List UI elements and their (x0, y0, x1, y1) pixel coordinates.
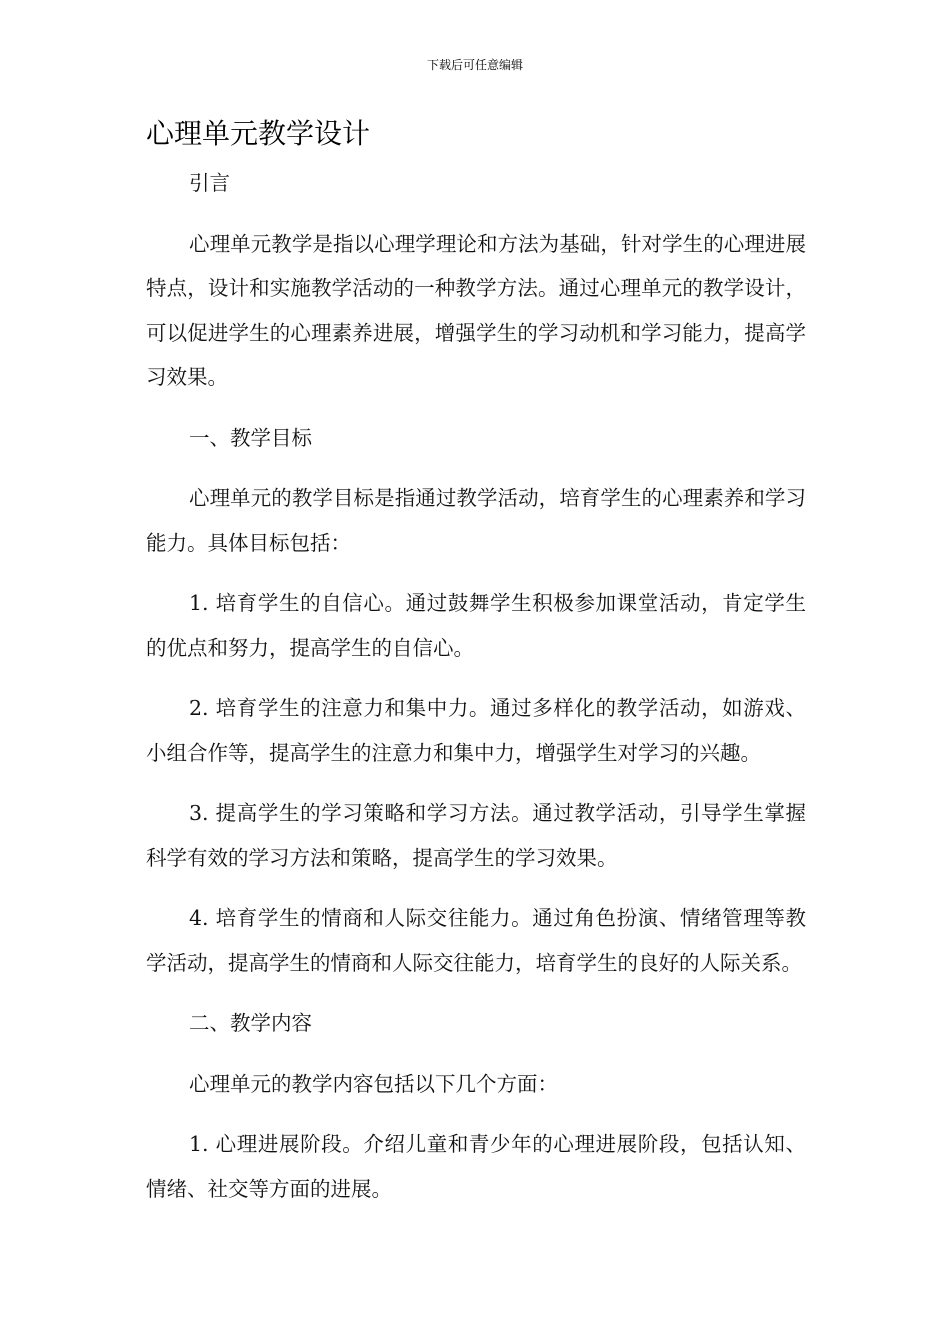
content-intro-paragraph: 心理单元的教学内容包括以下几个方面： (189, 1071, 558, 1096)
goal-item-2: 2. 培育学生的注意力和集中力。通过多样化的教学活动，如游戏、小组合作等，提高学生的注意力和集中力，增强学生对学习的兴趣。 (146, 696, 806, 765)
goal-item-4: 4. 培育学生的情商和人际交往能力。通过角色扮演、情绪管理等教学活动，提高学生的情商和人际交往能力，培育学生的良好的人际关系。 (146, 906, 806, 975)
intro-heading: 引言 (189, 171, 230, 195)
content-heading: 二、教学内容 (189, 1011, 312, 1035)
goals-heading: 一、教学目标 (189, 425, 312, 450)
goal-item-1: 1. 培育学生的自信心。通过鼓舞学生积极参加课堂活动，肯定学生的优点和努力，提高学生的自信心。 (146, 591, 806, 660)
document-body (146, 161, 806, 1227)
content-item-1: 1. 心理进展阶段。介绍儿童和青少年的心理进展阶段，包括认知、情绪、社交等方面的进展。 (146, 1132, 806, 1201)
header-note: 下载后可任意编辑 (426, 58, 523, 72)
intro-paragraph: 心理单元教学是指以心理学理论和方法为基础，针对学生的心理进展特点，设计和实施教学活动的一种教学方法。通过心理单元的教学设计，可以促进学生的心理素养进展，增强学生的学习动机和学习能力，提高学习效果。 (146, 231, 806, 389)
goals-intro-paragraph: 心理单元的教学目标是指通过教学活动，培育学生的心理素养和学习能力。具体目标包括： (146, 486, 806, 555)
goal-item-3: 3. 提高学生的学习策略和学习方法。通过教学活动，引导学生掌握科学有效的学习方法和策略，提高学生的学习效果。 (146, 801, 806, 870)
document-title: 心理单元教学设计 (146, 117, 371, 150)
